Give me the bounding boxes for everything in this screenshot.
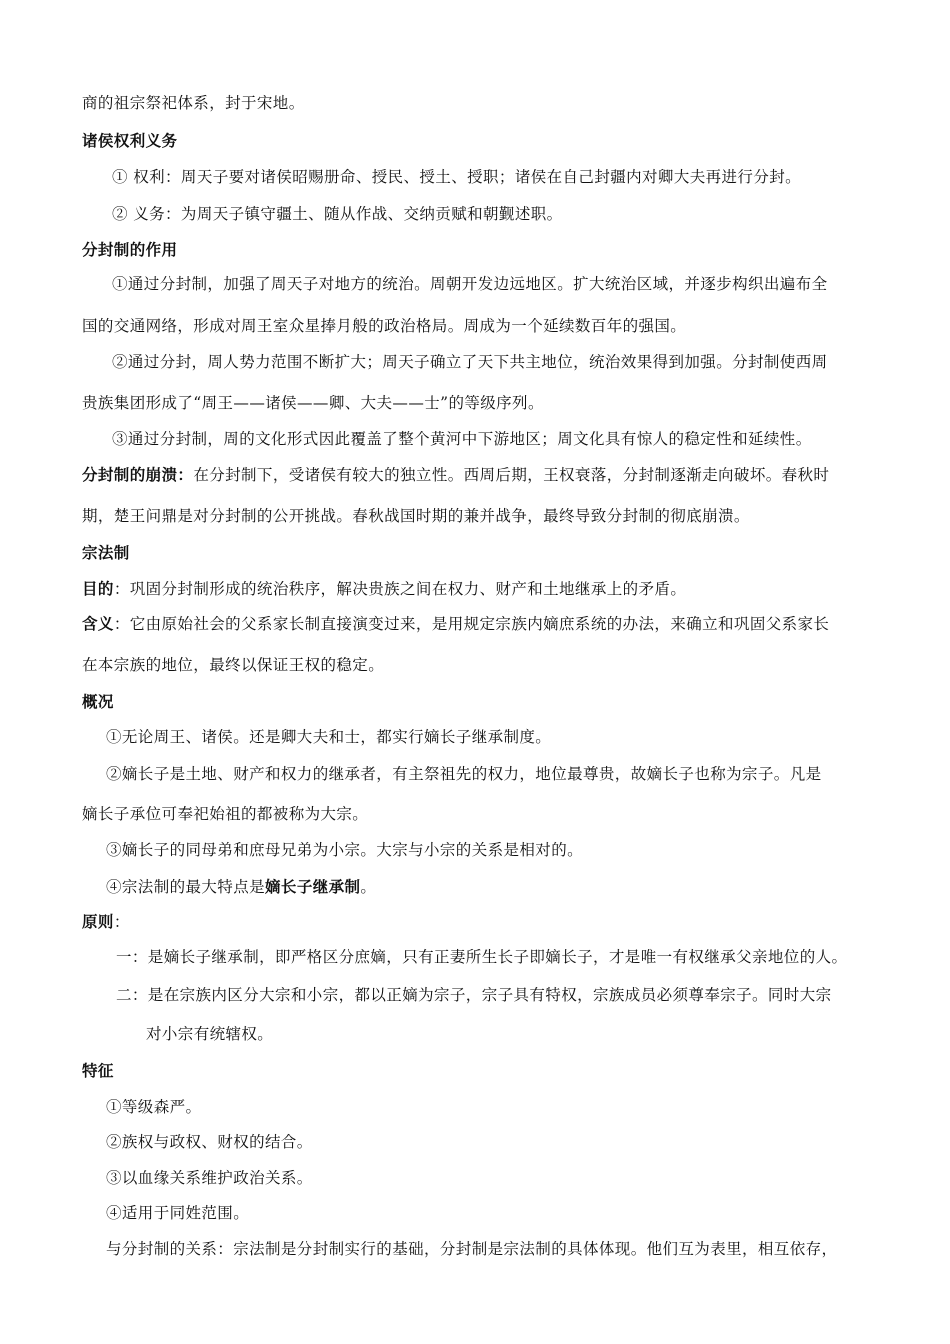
bold-term: 嫡长子继承制 (265, 878, 361, 896)
paragraph-line: 期，楚王问鼎是对分封制的公开挑战。春秋战国时期的兼并战争，最终导致分封制的彻底崩溃。 (82, 507, 750, 525)
list-item: ④适用于同姓范围。 (106, 1204, 250, 1222)
paragraph-text: ：它由原始社会的父系家长制直接演变过来，是用规定宗族内嫡庶系统的办法，来确立和巩固父系家长 (113, 615, 830, 633)
list-item: ②族权与政权、财权的结合。 (106, 1133, 313, 1151)
paragraph-line: 国的交通网络，形成对周王室众星捧月般的政治格局。周成为一个延续数百年的强国。 (82, 317, 687, 335)
section-heading-fenfeng-role: 分封制的作用 (82, 241, 178, 259)
paragraph-line: 在本宗族的地位，最终以保证王权的稳定。 (82, 656, 385, 674)
paragraph-line (82, 612, 829, 634)
heading-colon: ： (113, 913, 130, 931)
section-heading-rights-duties: 诸侯权利义务 (82, 132, 178, 150)
list-item: ②嫡长子是土地、财产和权力的继承者，有主祭祖先的权力，地位最尊贵，故嫡长子也称为宗子。凡是 (106, 765, 822, 783)
paragraph-text: ④宗法制的最大特点是 (106, 878, 266, 896)
list-item: ①等级森严。 (106, 1098, 202, 1116)
section-heading-overview: 概况 (82, 693, 114, 711)
section-heading-zongfa: 宗法制 (82, 544, 130, 562)
list-item: ②通过分封，周人势力范围不断扩大；周天子确立了天下共主地位，统治效果得到加强。分封制使西周 (112, 353, 828, 371)
section-heading-principle (82, 910, 130, 932)
paragraph-line: 商的祖宗祭祀体系，封于宋地。 (82, 94, 305, 112)
paragraph-line: 嫡长子承位可奉祀始祖的都被称为大宗。 (82, 805, 369, 823)
heading-text: 原则 (82, 913, 114, 931)
paragraph-line: 对小宗有统辖权。 (146, 1025, 274, 1043)
inline-heading-meaning: 含义 (82, 615, 114, 633)
section-heading-features: 特征 (82, 1062, 114, 1080)
list-item (106, 875, 376, 897)
list-item: ③嫡长子的同母弟和庶母兄弟为小宗。大宗与小宗的关系是相对的。 (106, 841, 584, 859)
paragraph-line: 贵族集团形成了“周王——诸侯——卿、大夫——士”的等级序列。 (82, 394, 544, 412)
paragraph-line: 与分封制的关系：宗法制是分封制实行的基础，分封制是宗法制的具体体现。他们互为表里，相互依存， (106, 1240, 838, 1258)
list-item: ③通过分封制，周的文化形式因此覆盖了整个黄河中下游地区；周文化具有惊人的稳定性和延续性。 (112, 430, 812, 448)
paragraph-line (82, 577, 686, 599)
list-item: ①通过分封制，加强了周天子对地方的统治。周朝开发边远地区。扩大统治区域，并逐步构织出遍布全 (112, 275, 828, 293)
list-item-rights: ① 权利：周天子要对诸侯昭赐册命、授民、授土、授职；诸侯在自己封疆内对卿大夫再进行分封。 (112, 168, 802, 186)
inline-heading-collapse: 分封制的崩溃： (82, 466, 194, 484)
inline-heading-purpose: 目的 (82, 580, 114, 598)
list-item-duties: ② 义务：为周天子镇守疆土、随从作战、交纳贡赋和朝觐述职。 (112, 205, 563, 223)
paragraph-text: ：巩固分封制形成的统治秩序，解决贵族之间在权力、财产和土地继承上的矛盾。 (113, 580, 687, 598)
list-item: 二：是在宗族内区分大宗和小宗，都以正嫡为宗子，宗子具有特权，宗族成员必须尊奉宗子。同时大宗 (116, 986, 832, 1004)
paragraph-line (82, 463, 829, 485)
paragraph-text: 在分封制下，受诸侯有较大的独立性。西周后期，王权衰落，分封制逐渐走向破坏。春秋时 (193, 466, 830, 484)
list-item: 一：是嫡长子继承制，即严格区分庶嫡，只有正妻所生长子即嫡长子，才是唯一有权继承父亲地位的人。 (116, 948, 848, 966)
paragraph-text: 。 (360, 878, 377, 896)
list-item: ③以血缘关系维护政治关系。 (106, 1169, 313, 1187)
list-item: ①无论周王、诸侯。还是卿大夫和士，都实行嫡长子继承制度。 (106, 728, 552, 746)
